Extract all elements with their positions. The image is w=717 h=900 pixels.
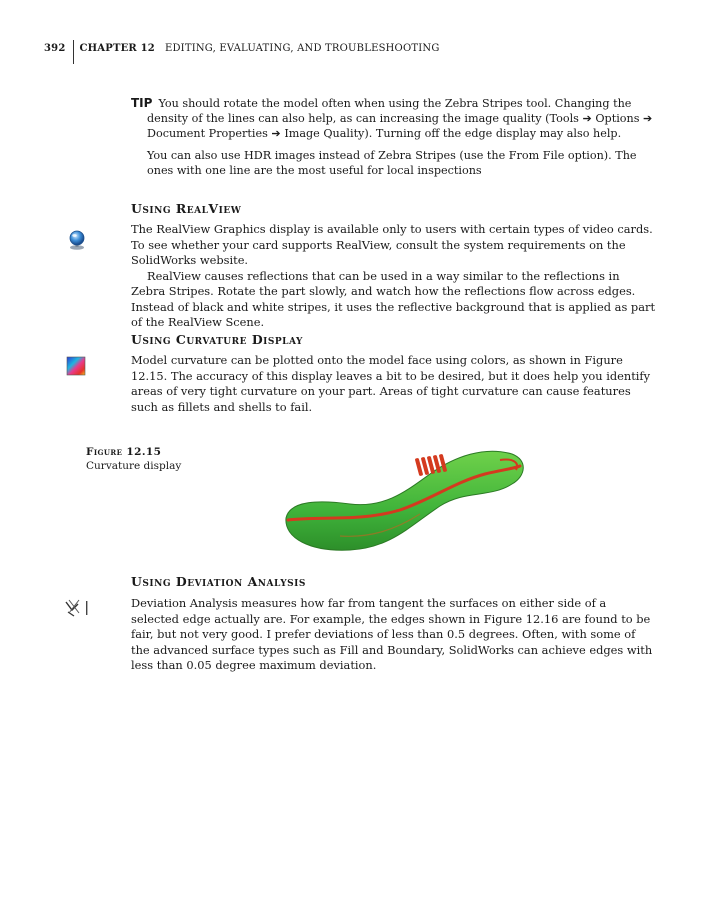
curvature-display-icon bbox=[66, 356, 86, 380]
tip-box bbox=[131, 96, 654, 178]
chapter-title: EDITING, EVALUATING, AND TROUBLESHOOTING bbox=[164, 43, 440, 54]
tip-paragraph-2: You can also use HDR images instead of Zebra Stripes (use the From File option). The ones with one line are the most useful for local inspections bbox=[147, 148, 637, 177]
deviation-analysis-icon bbox=[64, 598, 92, 622]
realview-paragraph-1: The RealView Graphics display is available only to users with certain types of video cards. To see whether your card supports RealView, consult the system requirements on the SolidWorks website. bbox=[131, 222, 653, 267]
realview-body bbox=[131, 222, 656, 331]
curvature-figure bbox=[280, 440, 530, 564]
curvature-spoon-image bbox=[280, 440, 530, 560]
section-heading-curvature: Using Curvature Display bbox=[131, 332, 303, 347]
figure-number: Figure 12.15 bbox=[86, 446, 162, 458]
tip-label: TIP bbox=[131, 96, 153, 110]
deviation-paragraph-1: Deviation Analysis measures how far from tangent the surfaces on either side of a selected edge actually are. For example, the edges shown in Figure 12.16 are found to be fair, but not very good. I prefer deviations of less than 0.5 degrees. Often, with some of the advanced surface types such as Fill and Boundary, SolidWorks can achieve edges with less than 0.05 degree maximum deviation. bbox=[131, 596, 653, 672]
deviation-body bbox=[131, 596, 656, 674]
running-header bbox=[44, 40, 440, 64]
section-heading-deviation: Using Deviation Analysis bbox=[131, 574, 306, 589]
realview-globe-icon bbox=[66, 229, 88, 255]
page-number: 392 bbox=[44, 43, 66, 54]
figure-caption bbox=[86, 445, 181, 473]
curvature-body bbox=[131, 353, 656, 415]
section-heading-realview: Using RealView bbox=[131, 201, 242, 216]
curvature-paragraph-1: Model curvature can be plotted onto the model face using colors, as shown in Figure 12.15. The accuracy of this display leaves a bit to be desired, but it does help you identify areas of very tight curvature on your part. Areas of tight curvature can cause features such as fillets and shells to fail. bbox=[131, 353, 651, 414]
header-divider bbox=[73, 40, 74, 64]
tip-paragraph-1 bbox=[131, 96, 654, 142]
tip-text-1: You should rotate the model often when using the Zebra Stripes tool. Changing the density of the lines can also help, as can increasing the image quality (Tools ➔ Options ➔ Document Properties ➔ Image Quality). Turning off the edge display may also help. bbox=[147, 97, 653, 141]
figure-caption-text: Curvature display bbox=[86, 460, 182, 472]
realview-paragraph-2: RealView causes reflections that can be used in a way similar to the reflections in Zebra Stripes. Rotate the part slowly, and watch how the reflections flow across edges. Instead of black and white stripes, it uses the reflective background that is applied as part of the RealView Scene. bbox=[131, 268, 656, 329]
chapter-number: CHAPTER 12 bbox=[79, 43, 155, 54]
